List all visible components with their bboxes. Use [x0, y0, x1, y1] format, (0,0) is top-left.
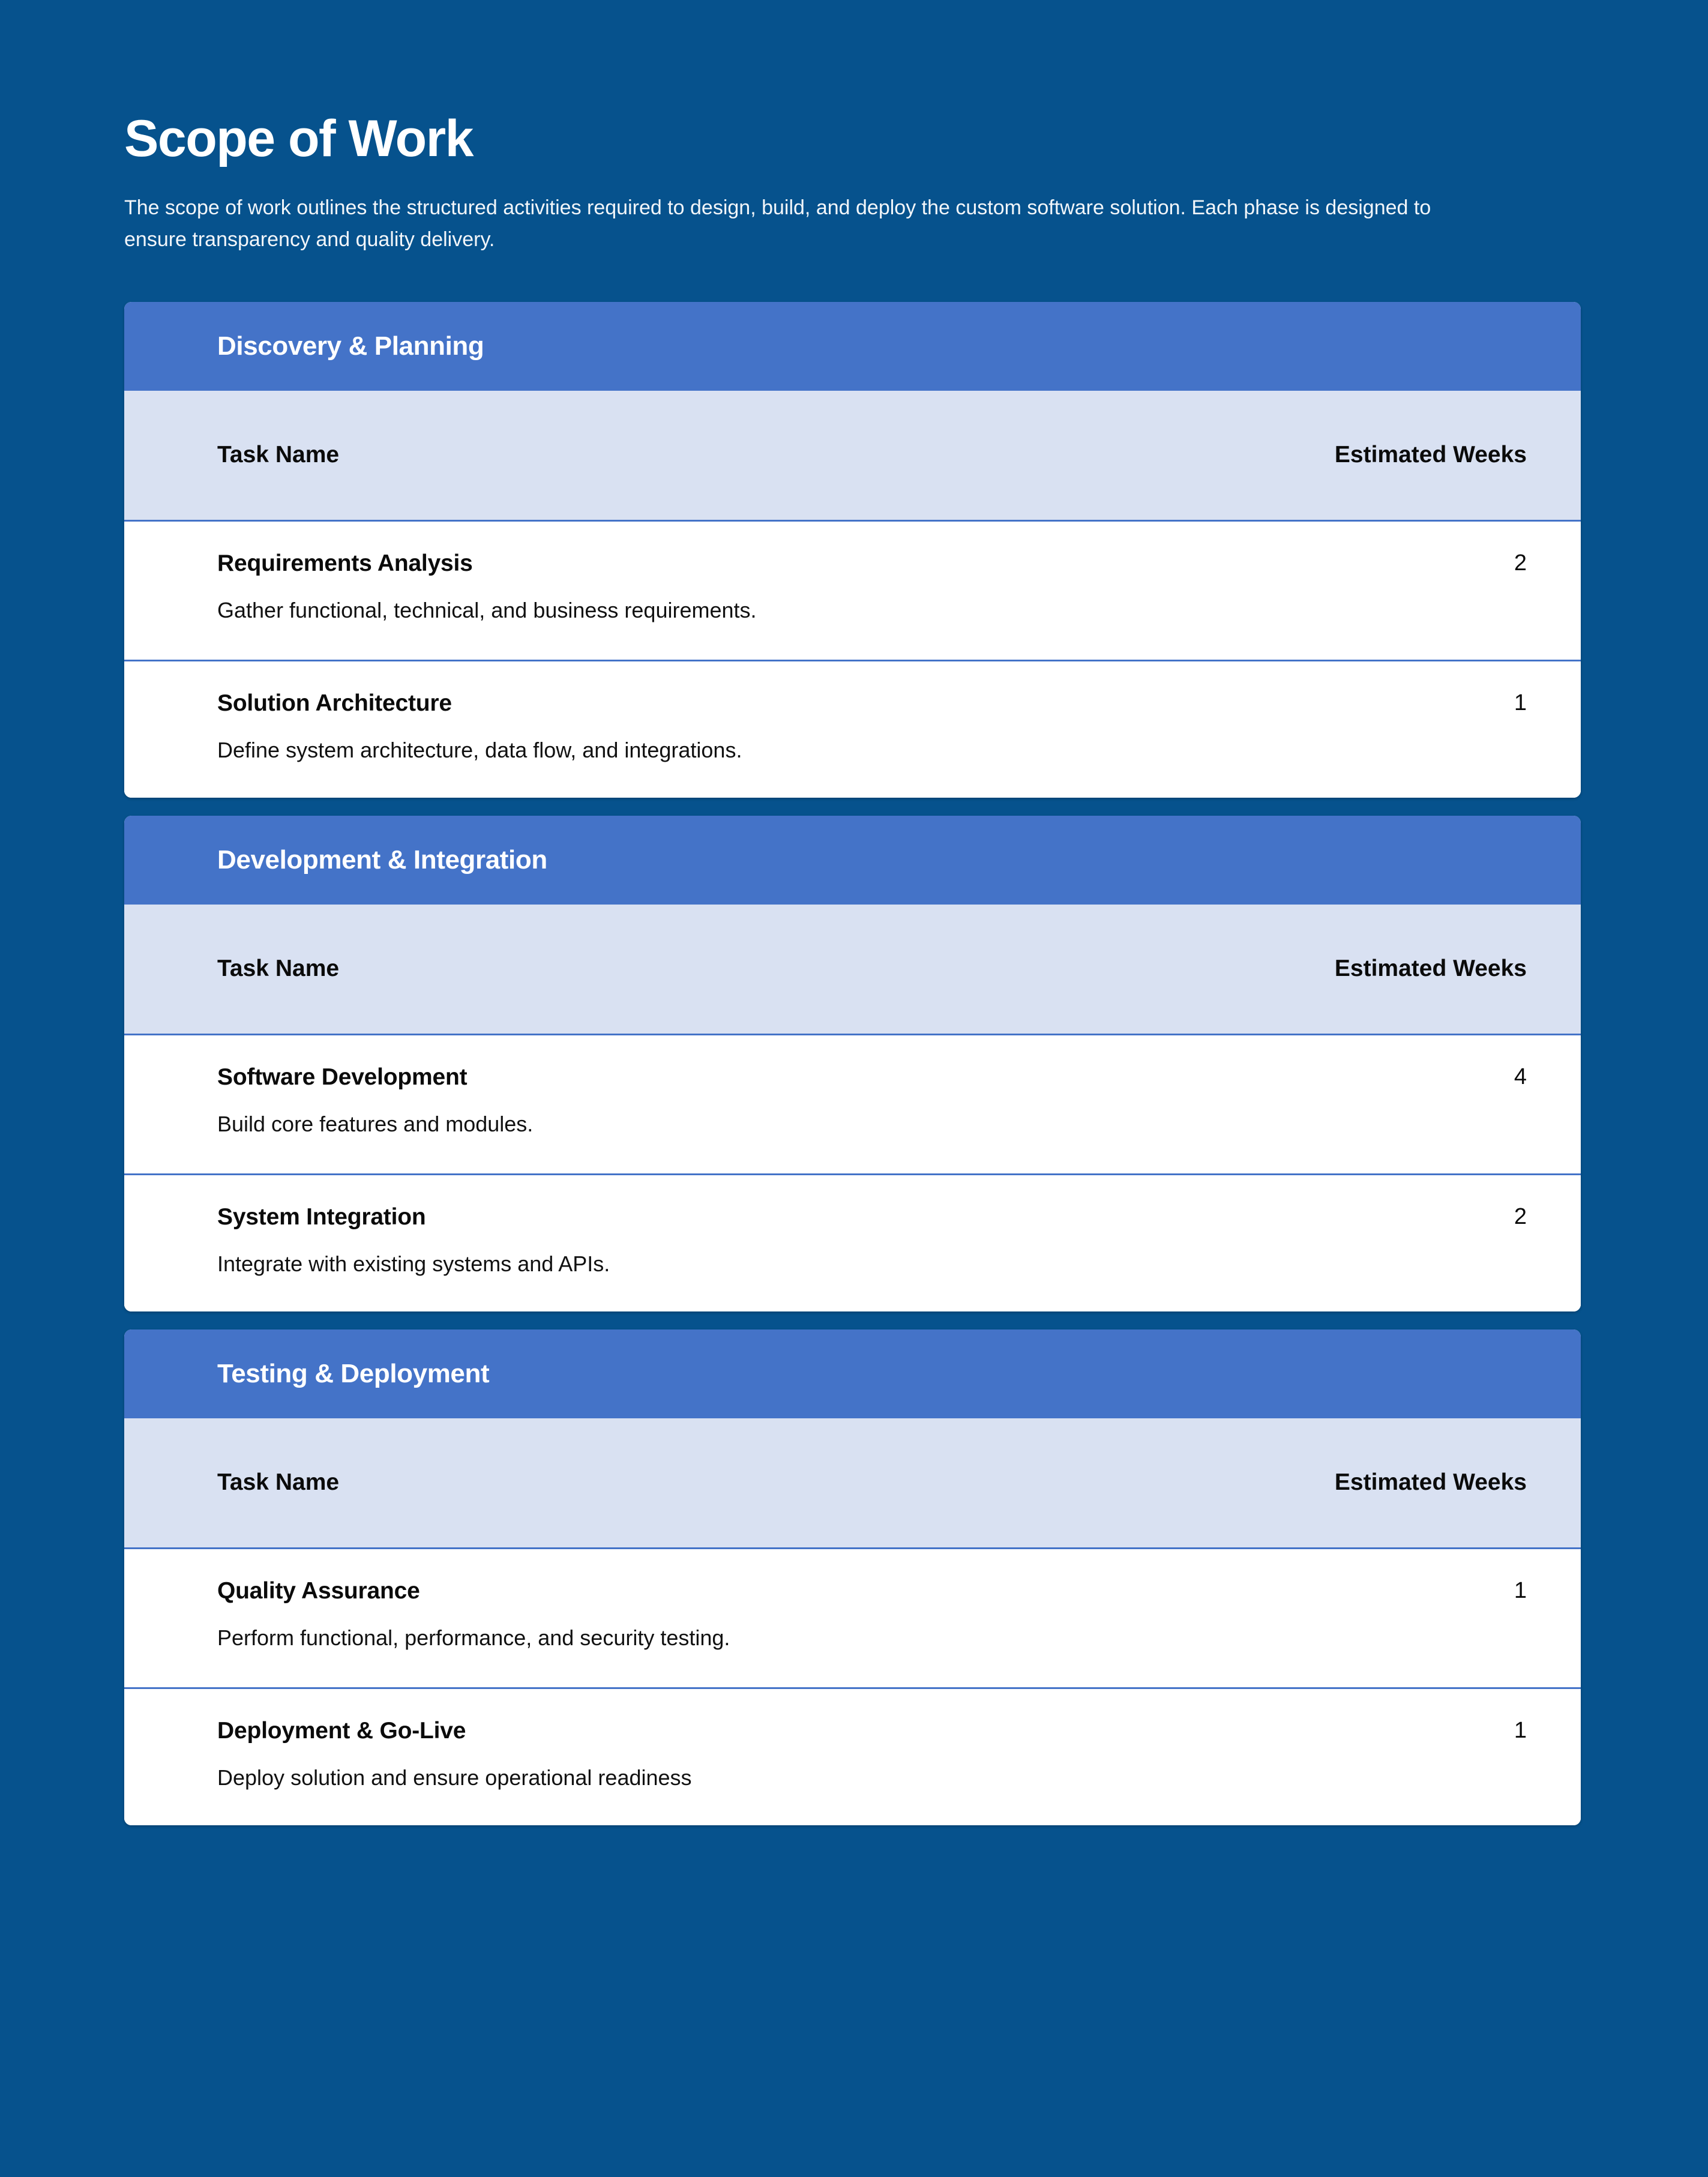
task-name: Deployment & Go-Live	[217, 1717, 466, 1744]
section-title: Discovery & Planning	[217, 331, 484, 361]
section-card	[124, 302, 1581, 798]
section-title: Testing & Deployment	[217, 1358, 490, 1388]
section-header	[124, 302, 1581, 391]
section-header	[124, 816, 1581, 905]
table-header-row	[124, 391, 1581, 522]
table-row-main	[124, 1175, 1305, 1310]
task-description: Deploy solution and ensure operational readiness	[217, 1765, 692, 1790]
column-header-estimated-weeks: Estimated Weeks	[1334, 955, 1527, 981]
column-header-task-name: Task Name	[217, 442, 340, 468]
task-name: Requirements Analysis	[217, 550, 473, 576]
section-card	[124, 816, 1581, 1311]
table-row	[124, 1687, 1581, 1825]
task-estimated-weeks: 1	[1514, 1577, 1527, 1603]
table-row-main	[124, 1549, 1305, 1684]
task-estimated-weeks: 2	[1514, 550, 1527, 576]
page-title: Scope of Work	[124, 110, 473, 167]
task-estimated-weeks: 4	[1514, 1064, 1527, 1089]
table-row	[124, 1549, 1581, 1687]
table-row-main	[124, 661, 1305, 796]
table-row	[124, 522, 1581, 660]
task-estimated-weeks: 1	[1514, 690, 1527, 715]
table-row	[124, 1035, 1581, 1173]
task-description: Integrate with existing systems and APIs.	[217, 1251, 610, 1276]
column-header-estimated-weeks: Estimated Weeks	[1334, 1469, 1527, 1495]
section-title: Development & Integration	[217, 845, 547, 875]
task-description: Define system architecture, data flow, and integrations.	[217, 737, 742, 762]
tasks-table	[124, 391, 1581, 798]
task-name: System Integration	[217, 1203, 426, 1230]
table-row-main	[124, 522, 1305, 657]
section-header	[124, 1329, 1581, 1418]
column-header-task-name: Task Name	[217, 1469, 340, 1496]
column-header-task-name: Task Name	[217, 956, 340, 982]
task-description: Build core features and modules.	[217, 1111, 534, 1136]
page-header	[0, 0, 1708, 256]
table-header-row	[124, 905, 1581, 1035]
table-row-main	[124, 1689, 1305, 1824]
tasks-table	[124, 1418, 1581, 1825]
sections-list	[0, 302, 1708, 1825]
tasks-table	[124, 905, 1581, 1311]
column-header-estimated-weeks: Estimated Weeks	[1334, 441, 1527, 468]
task-description: Perform functional, performance, and security testing.	[217, 1625, 730, 1650]
page-subtitle: The scope of work outlines the structured activities required to design, build, and deploy the custom software solution. Each phase is designed to ensure transparency and quality delivery.	[124, 196, 1431, 251]
section-card	[124, 1329, 1581, 1825]
task-description: Gather functional, technical, and business requirements.	[217, 597, 757, 622]
table-row	[124, 1173, 1581, 1311]
table-header-row	[124, 1418, 1581, 1549]
task-estimated-weeks: 1	[1514, 1717, 1527, 1743]
task-estimated-weeks: 2	[1514, 1203, 1527, 1229]
task-name: Quality Assurance	[217, 1577, 420, 1604]
table-row-main	[124, 1035, 1305, 1170]
table-row	[124, 660, 1581, 798]
task-name: Solution Architecture	[217, 690, 452, 716]
task-name: Software Development	[217, 1064, 468, 1090]
